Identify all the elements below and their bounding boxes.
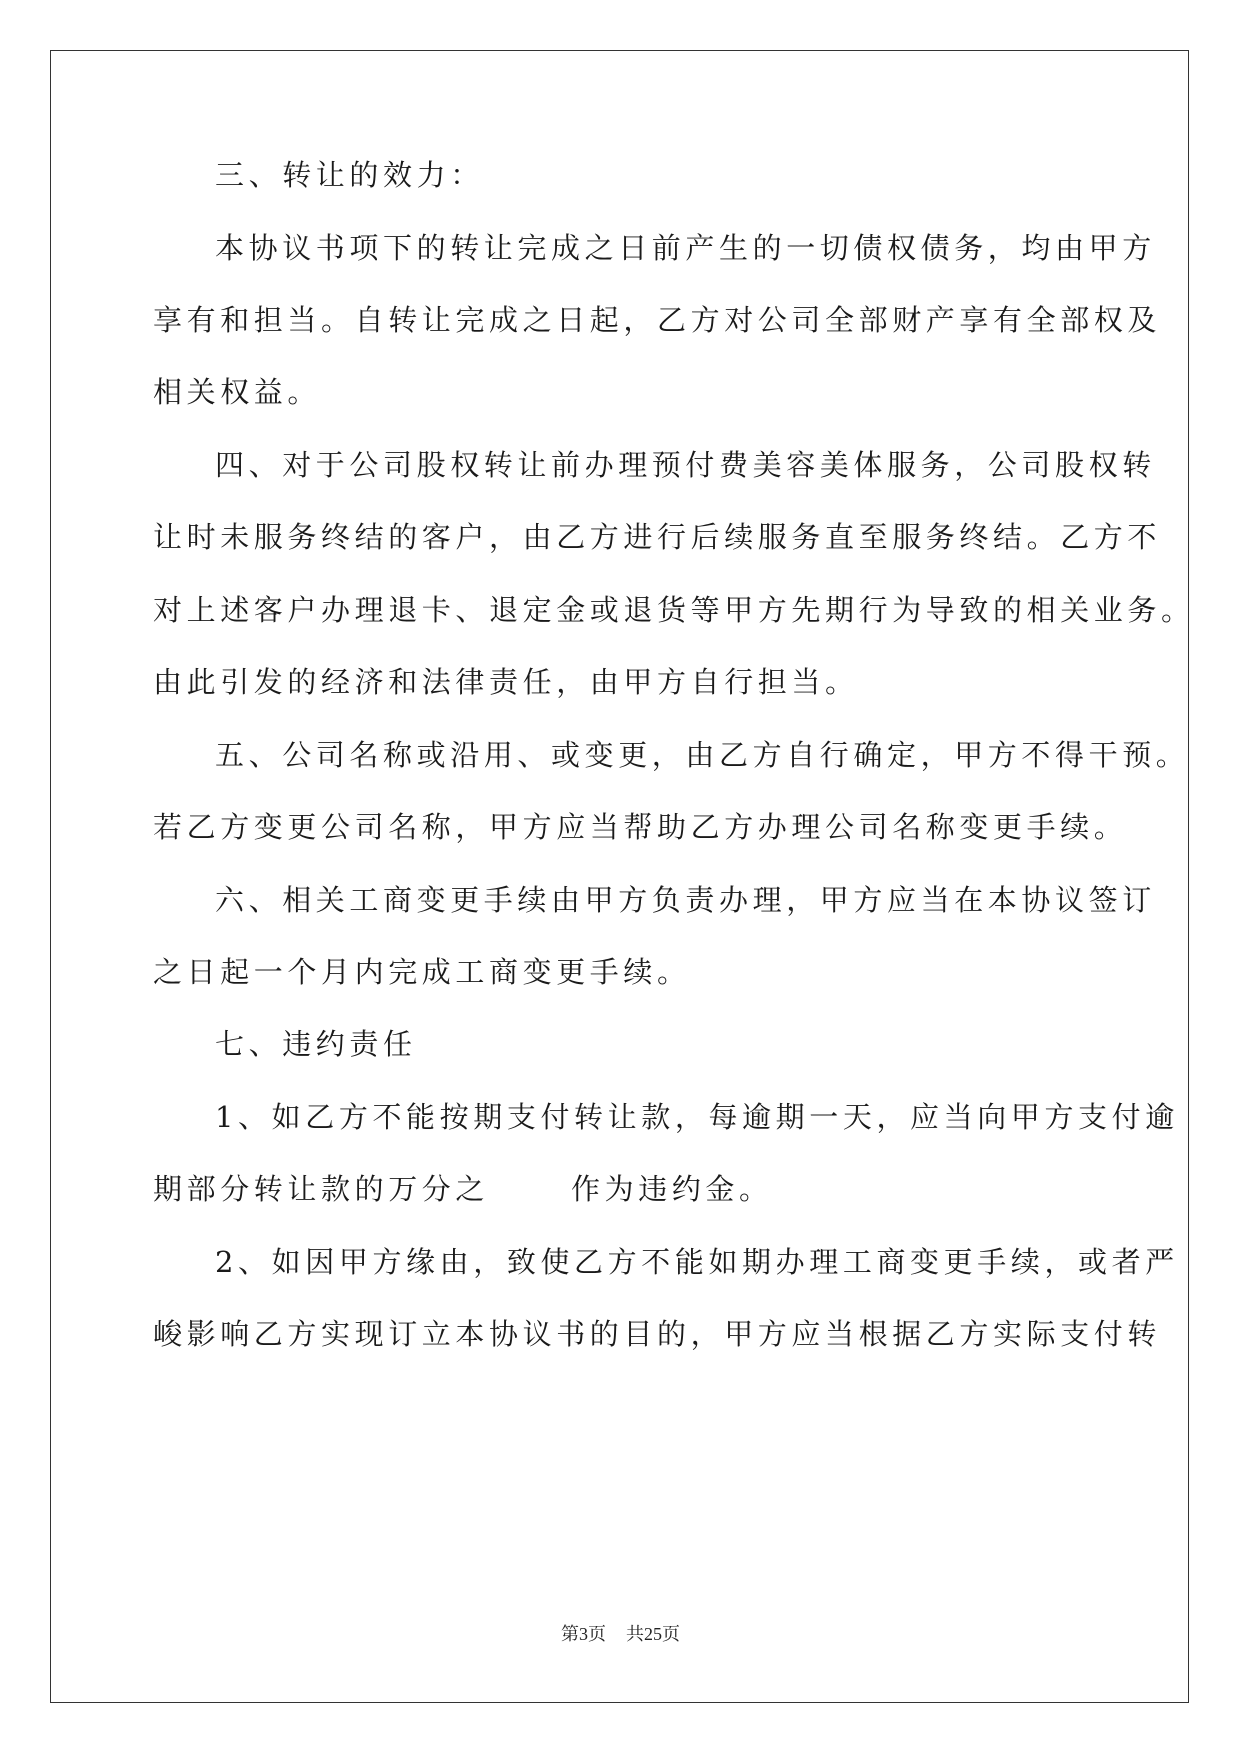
page-footer: [0, 1620, 1241, 1646]
paragraph-line: 本协议书项下的转让完成之日前产生的一切债权债务，均由甲方: [215, 231, 1156, 265]
paragraph-line: 若乙方变更公司名称，甲方应当帮助乙方办理公司名称变更手续。: [153, 810, 1128, 844]
page-border: [50, 50, 1189, 1703]
clause-1-text-before-blank: 期部分转让款的万分之: [153, 1172, 490, 1206]
paragraph-line: 由此引发的经济和法律责任，由甲方自行担当。: [153, 665, 859, 699]
clause-1-line-2: [153, 1169, 773, 1209]
section-3-heading: 三、转让的效力：: [215, 158, 484, 192]
clause-2-line: 2、如因甲方缘由，致使乙方不能如期办理工商变更手续，或者严: [215, 1245, 1179, 1279]
paragraph-line: 相关权益。: [153, 375, 322, 409]
page-total: 共25页: [626, 1624, 680, 1644]
clause-1-line: 1、如乙方不能按期支付转让款，每逾期一天，应当向甲方支付逾: [215, 1100, 1179, 1134]
section-5-line: 五、公司名称或沿用、或变更，由乙方自行确定，甲方不得干预。: [215, 738, 1190, 772]
paragraph-line: 享有和担当。自转让完成之日起，乙方对公司全部财产享有全部权及: [153, 303, 1162, 337]
paragraph-line: 让时未服务终结的客户，由乙方进行后续服务直至服务终结。乙方不: [153, 520, 1162, 554]
paragraph-line: 对上述客户办理退卡、退定金或退货等甲方先期行为导致的相关业务。: [153, 593, 1195, 627]
page-number: 第3页: [561, 1624, 606, 1644]
paragraph-line: 之日起一个月内完成工商变更手续。: [153, 955, 691, 989]
clause-1-text-after-blank: 作为违约金。: [571, 1172, 773, 1206]
section-4-line: 四、对于公司股权转让前办理预付费美容美体服务，公司股权转: [215, 448, 1156, 482]
section-7-heading: 七、违约责任: [215, 1027, 417, 1061]
paragraph-line: 峻影响乙方实现订立本协议书的目的，甲方应当根据乙方实际支付转: [153, 1317, 1162, 1351]
section-6-line: 六、相关工商变更手续由甲方负责办理，甲方应当在本协议签订: [215, 883, 1156, 917]
